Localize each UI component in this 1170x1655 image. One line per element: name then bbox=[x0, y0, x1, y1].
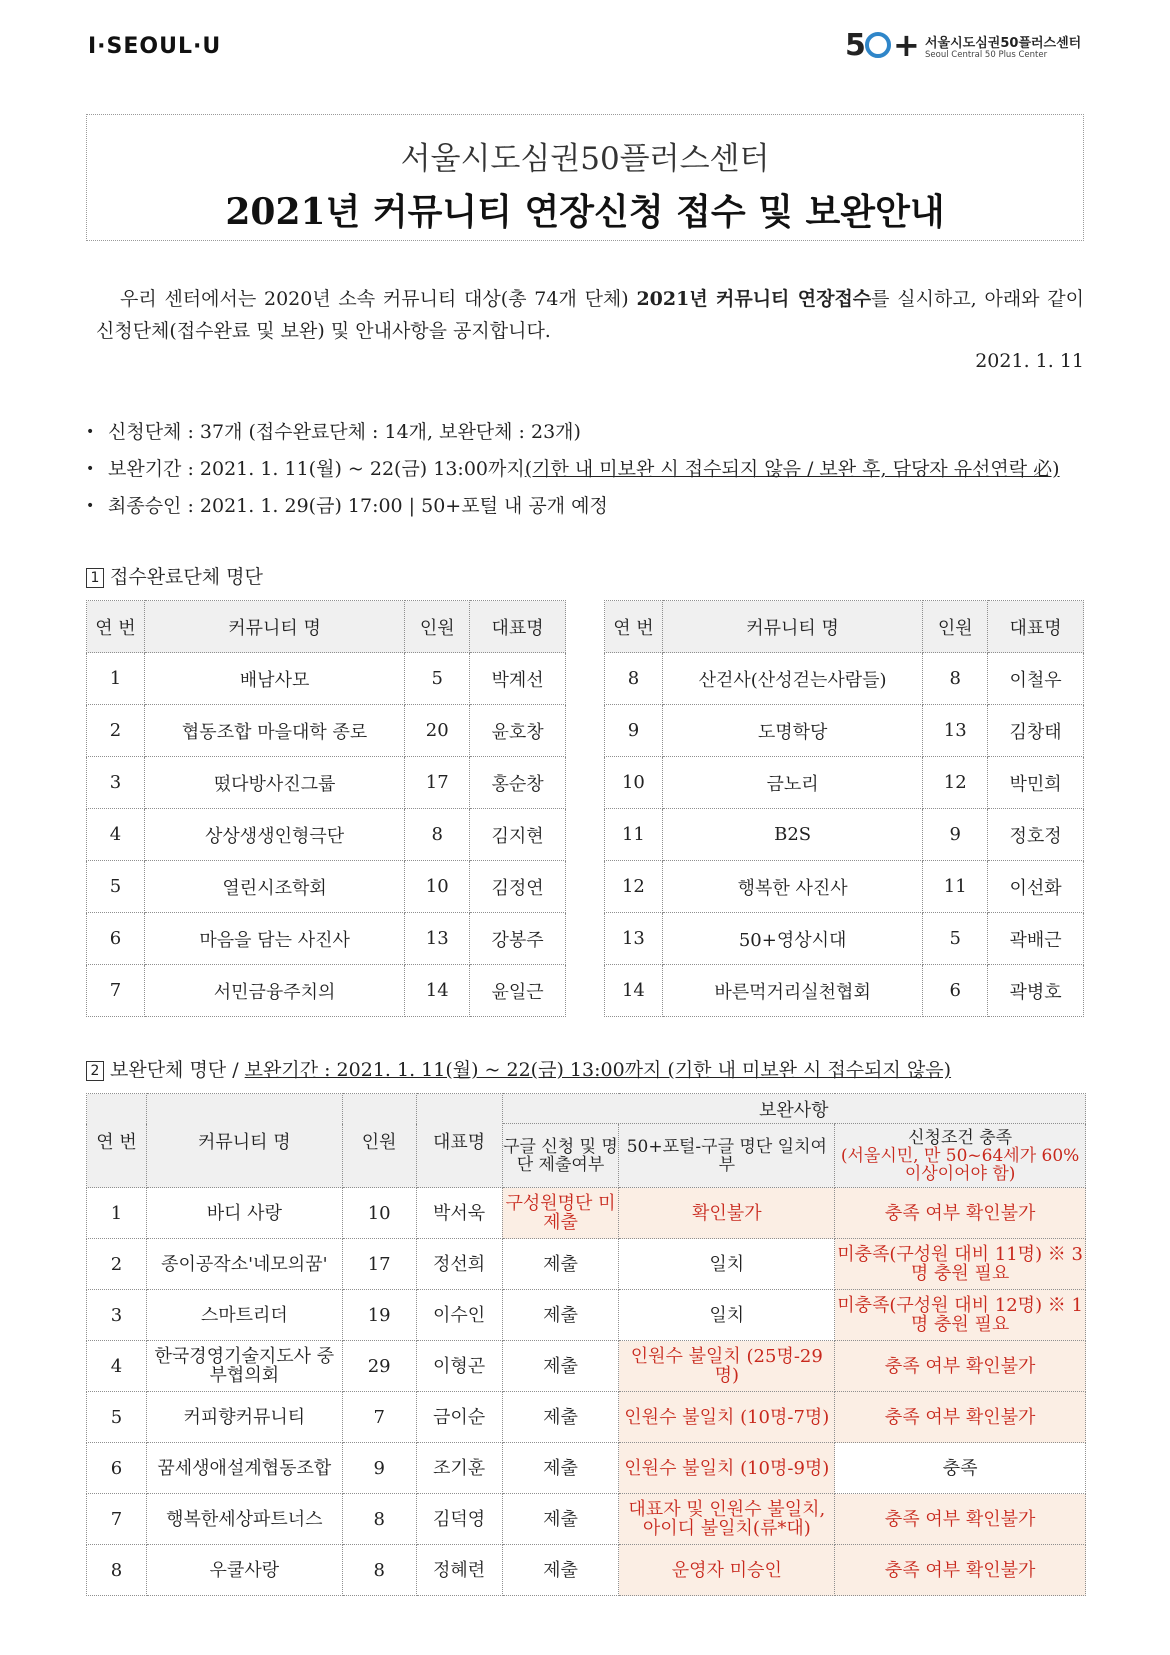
cell-no: 10 bbox=[605, 757, 663, 809]
cell-members: 8 bbox=[342, 1494, 416, 1545]
cell-community-name: 바른먹거리실천협회 bbox=[662, 965, 922, 1017]
cell-members: 6 bbox=[923, 965, 988, 1017]
cell-members: 9 bbox=[342, 1443, 416, 1494]
bullet-text: 보완기간 : 2021. 1. 11(월) ~ 22(금) 13:00까지 bbox=[108, 458, 525, 480]
cell-no: 7 bbox=[87, 965, 145, 1017]
cell-community-name: 산걷사(산성걷는사람들) bbox=[662, 653, 922, 705]
section2-title bbox=[86, 1055, 951, 1082]
intro-text-2: 를 실시하고, 아래와 같이 신청단체(접수완료 및 보완) 및 안내사항을 공지합니다. bbox=[96, 288, 1084, 342]
title-box bbox=[86, 114, 1084, 241]
cell-community-name: 떴다방사진그룹 bbox=[144, 757, 404, 809]
cell-representative: 조기훈 bbox=[416, 1443, 502, 1494]
col-header-members: 인원 bbox=[405, 601, 470, 653]
completed-table-left bbox=[86, 600, 566, 1017]
logo-name-kr: 서울시도심권50플러스센터 bbox=[925, 36, 1082, 51]
cell-members: 29 bbox=[342, 1341, 416, 1392]
table-row bbox=[87, 757, 566, 809]
table-row bbox=[87, 861, 566, 913]
cell-condition: 충족 여부 확인불가 bbox=[835, 1341, 1086, 1392]
cell-community-name: 바디 사랑 bbox=[146, 1188, 342, 1239]
section1-number: 1 bbox=[86, 568, 104, 588]
col-header-members: 인원 bbox=[342, 1094, 416, 1188]
logo-name-en: Seoul Central 50 Plus Center bbox=[925, 50, 1048, 60]
cell-representative: 강봉주 bbox=[470, 913, 566, 965]
cell-no: 7 bbox=[87, 1494, 147, 1545]
cell-community-name: 금노리 bbox=[662, 757, 922, 809]
table-row bbox=[605, 965, 1084, 1017]
cell-representative: 이수인 bbox=[416, 1290, 502, 1341]
bullet-period bbox=[86, 451, 1060, 488]
cell-list-match: 인원수 불일치 (10명-9명) bbox=[619, 1443, 835, 1494]
cell-community-name: 서민금융주치의 bbox=[144, 965, 404, 1017]
cell-community-name: 행복한세상파트너스 bbox=[146, 1494, 342, 1545]
iseoulu-logo: I·SEOUL·U bbox=[88, 34, 222, 59]
cell-representative: 이철우 bbox=[988, 653, 1084, 705]
cell-members: 7 bbox=[342, 1392, 416, 1443]
cell-members: 8 bbox=[405, 809, 470, 861]
cell-no: 8 bbox=[87, 1545, 147, 1596]
cell-no: 8 bbox=[605, 653, 663, 705]
table-row bbox=[87, 965, 566, 1017]
cell-members: 20 bbox=[405, 705, 470, 757]
cell-no: 5 bbox=[87, 861, 145, 913]
cell-list-match: 인원수 불일치 (10명-7명) bbox=[619, 1392, 835, 1443]
col-header-no: 연 번 bbox=[605, 601, 663, 653]
col-header-condition bbox=[835, 1124, 1086, 1188]
cell-community-name: 50+영상시대 bbox=[662, 913, 922, 965]
table-row bbox=[87, 705, 566, 757]
table-row bbox=[87, 1290, 1086, 1341]
cell-list-match: 확인불가 bbox=[619, 1188, 835, 1239]
col-header-google-submit: 구글 신청 및 명단 제출여부 bbox=[502, 1124, 619, 1188]
col-header-name: 커뮤니티 명 bbox=[662, 601, 922, 653]
table-row bbox=[87, 1392, 1086, 1443]
notice-date: 2021. 1. 11 bbox=[975, 350, 1084, 372]
cell-representative: 정혜련 bbox=[416, 1545, 502, 1596]
cell-representative: 박민희 bbox=[988, 757, 1084, 809]
condition-header-note: (서울시민, 만 50~64세가 60% 이상이어야 함) bbox=[840, 1145, 1080, 1184]
cell-representative: 박서욱 bbox=[416, 1188, 502, 1239]
cell-members: 17 bbox=[342, 1239, 416, 1290]
cell-condition: 미충족(구성원 대비 12명) ※ 1명 충원 필요 bbox=[835, 1290, 1086, 1341]
cell-community-name: 배남사모 bbox=[144, 653, 404, 705]
col-header-no: 연 번 bbox=[87, 1094, 147, 1188]
cell-list-match: 인원수 불일치 (25명-29명) bbox=[619, 1341, 835, 1392]
bullet-approval bbox=[86, 488, 1060, 525]
cell-members: 8 bbox=[342, 1545, 416, 1596]
cell-condition: 충족 여부 확인불가 bbox=[835, 1188, 1086, 1239]
cell-members: 8 bbox=[923, 653, 988, 705]
cell-no: 13 bbox=[605, 913, 663, 965]
cell-condition: 충족 여부 확인불가 bbox=[835, 1392, 1086, 1443]
cell-community-name: B2S bbox=[662, 809, 922, 861]
cell-representative: 김지현 bbox=[470, 809, 566, 861]
table-row bbox=[87, 1545, 1086, 1596]
cell-members: 12 bbox=[923, 757, 988, 809]
col-header-rep: 대표명 bbox=[988, 601, 1084, 653]
col-header-list-match: 50+포털-구글 명단 일치여부 bbox=[619, 1124, 835, 1188]
cell-no: 9 bbox=[605, 705, 663, 757]
cell-members: 14 bbox=[405, 965, 470, 1017]
cell-no: 4 bbox=[87, 809, 145, 861]
table-row bbox=[87, 1443, 1086, 1494]
cell-representative: 이선화 bbox=[988, 861, 1084, 913]
cell-condition: 충족 여부 확인불가 bbox=[835, 1494, 1086, 1545]
cell-community-name: 종이공작소'네모의꿈' bbox=[146, 1239, 342, 1290]
col-header-name: 커뮤니티 명 bbox=[144, 601, 404, 653]
logo-plus: + bbox=[893, 26, 920, 64]
table-row bbox=[87, 809, 566, 861]
cell-members: 5 bbox=[923, 913, 988, 965]
cell-condition: 미충족(구성원 대비 11명) ※ 3명 충원 필요 bbox=[835, 1239, 1086, 1290]
cell-condition: 충족 bbox=[835, 1443, 1086, 1494]
cell-google-submit: 제출 bbox=[502, 1443, 619, 1494]
completed-table-right bbox=[604, 600, 1084, 1017]
cell-members: 11 bbox=[923, 861, 988, 913]
cell-community-name: 행복한 사진사 bbox=[662, 861, 922, 913]
cell-community-name: 열린시조학회 bbox=[144, 861, 404, 913]
table-row bbox=[605, 861, 1084, 913]
cell-representative: 이형곤 bbox=[416, 1341, 502, 1392]
bullet-text: 신청단체 : 37개 (접수완료단체 : 14개, 보완단체 : 23개) bbox=[108, 421, 581, 443]
cell-no: 2 bbox=[87, 705, 145, 757]
cell-list-match: 일치 bbox=[619, 1290, 835, 1341]
cell-representative: 정선희 bbox=[416, 1239, 502, 1290]
cell-google-submit: 제출 bbox=[502, 1341, 619, 1392]
cell-representative: 곽배근 bbox=[988, 913, 1084, 965]
cell-community-name: 도명학당 bbox=[662, 705, 922, 757]
bullet-text: 최종승인 : 2021. 1. 29(금) 17:00 | 50+포털 내 공개 예정 bbox=[108, 495, 608, 517]
cell-no: 3 bbox=[87, 757, 145, 809]
cell-community-name: 우쿨사랑 bbox=[146, 1545, 342, 1596]
table-row bbox=[87, 653, 566, 705]
cell-no: 5 bbox=[87, 1392, 147, 1443]
cell-representative: 금이순 bbox=[416, 1392, 502, 1443]
cell-community-name: 마음을 담는 사진사 bbox=[144, 913, 404, 965]
cell-no: 1 bbox=[87, 1188, 147, 1239]
cell-google-submit: 제출 bbox=[502, 1290, 619, 1341]
table-row bbox=[87, 1188, 1086, 1239]
bullet-list bbox=[86, 414, 1060, 525]
cell-no: 4 bbox=[87, 1341, 147, 1392]
cell-members: 13 bbox=[405, 913, 470, 965]
table-row bbox=[605, 913, 1084, 965]
cell-no: 1 bbox=[87, 653, 145, 705]
cell-google-submit: 제출 bbox=[502, 1545, 619, 1596]
table-row bbox=[87, 1239, 1086, 1290]
cell-representative: 윤일근 bbox=[470, 965, 566, 1017]
col-header-supplement-group: 보완사항 bbox=[502, 1094, 1085, 1124]
cell-no: 14 bbox=[605, 965, 663, 1017]
cell-no: 11 bbox=[605, 809, 663, 861]
cell-list-match: 일치 bbox=[619, 1239, 835, 1290]
cell-list-match: 운영자 미승인 bbox=[619, 1545, 835, 1596]
section2-title-text: 보완단체 명단 / bbox=[110, 1059, 245, 1081]
cell-community-name: 커피향커뮤니티 bbox=[146, 1392, 342, 1443]
table-row bbox=[87, 1341, 1086, 1392]
seoul-50plus-logo bbox=[845, 28, 1095, 68]
intro-text-1: 우리 센터에서는 2020년 소속 커뮤니티 대상(총 74개 단체) bbox=[120, 288, 637, 310]
section2-number: 2 bbox=[86, 1061, 104, 1081]
cell-representative: 김덕영 bbox=[416, 1494, 502, 1545]
cell-google-submit: 제출 bbox=[502, 1494, 619, 1545]
logo-ring-icon bbox=[865, 32, 891, 58]
table-row bbox=[605, 809, 1084, 861]
col-header-rep: 대표명 bbox=[470, 601, 566, 653]
cell-community-name: 스마트리더 bbox=[146, 1290, 342, 1341]
cell-community-name: 상상생생인형극단 bbox=[144, 809, 404, 861]
logo-number: 5 bbox=[845, 28, 866, 63]
table-row bbox=[605, 757, 1084, 809]
cell-google-submit: 제출 bbox=[502, 1392, 619, 1443]
table-row bbox=[87, 913, 566, 965]
page-title: 2021년 커뮤니티 연장신청 접수 및 보완안내 bbox=[225, 191, 945, 233]
col-header-name: 커뮤니티 명 bbox=[146, 1094, 342, 1188]
cell-members: 10 bbox=[342, 1188, 416, 1239]
cell-condition: 충족 여부 확인불가 bbox=[835, 1545, 1086, 1596]
cell-representative: 곽병호 bbox=[988, 965, 1084, 1017]
cell-members: 13 bbox=[923, 705, 988, 757]
col-header-members: 인원 bbox=[923, 601, 988, 653]
cell-no: 6 bbox=[87, 1443, 147, 1494]
cell-google-submit: 제출 bbox=[502, 1239, 619, 1290]
cell-community-name: 협동조합 마을대학 종로 bbox=[144, 705, 404, 757]
condition-header-title: 신청조건 충족 bbox=[908, 1127, 1013, 1148]
bullet-icon: • bbox=[86, 461, 95, 477]
table-row bbox=[605, 705, 1084, 757]
supplement-table bbox=[86, 1093, 1086, 1596]
cell-representative: 정호정 bbox=[988, 809, 1084, 861]
cell-members: 17 bbox=[405, 757, 470, 809]
bullet-icon: • bbox=[86, 498, 95, 514]
cell-representative: 김창태 bbox=[988, 705, 1084, 757]
col-header-rep: 대표명 bbox=[416, 1094, 502, 1188]
col-header-no: 연 번 bbox=[87, 601, 145, 653]
table-row bbox=[605, 653, 1084, 705]
cell-representative: 박계선 bbox=[470, 653, 566, 705]
section1-title bbox=[86, 562, 263, 589]
cell-members: 19 bbox=[342, 1290, 416, 1341]
section2-period: 보완기간 : 2021. 1. 11(월) ~ 22(금) 13:00까지 (기한 내 미보완 시 접수되지 않음) bbox=[244, 1059, 952, 1081]
cell-community-name: 한국경영기술지도사 중부협의회 bbox=[146, 1341, 342, 1392]
intro-paragraph bbox=[96, 283, 1084, 347]
cell-no: 6 bbox=[87, 913, 145, 965]
cell-list-match: 대표자 및 인원수 불일치, 아이디 불일치(류*대) bbox=[619, 1494, 835, 1545]
cell-representative: 윤호창 bbox=[470, 705, 566, 757]
cell-members: 10 bbox=[405, 861, 470, 913]
cell-representative: 홍순창 bbox=[470, 757, 566, 809]
cell-google-submit: 구성원명단 미제출 bbox=[502, 1188, 619, 1239]
cell-representative: 김정연 bbox=[470, 861, 566, 913]
intro-bold: 2021년 커뮤니티 연장접수 bbox=[636, 288, 872, 310]
cell-no: 2 bbox=[87, 1239, 147, 1290]
bullet-icon: • bbox=[86, 424, 95, 440]
section1-title-text: 접수완료단체 명단 bbox=[110, 566, 263, 588]
cell-community-name: 꿈세생애설계협동조합 bbox=[146, 1443, 342, 1494]
title-center-name: 서울시도심권50플러스센터 bbox=[400, 141, 770, 177]
cell-members: 5 bbox=[405, 653, 470, 705]
bullet-underlined-note: (기한 내 미보완 시 접수되지 않음 / 보완 후, 담당자 유선연락 必) bbox=[524, 458, 1060, 480]
cell-no: 3 bbox=[87, 1290, 147, 1341]
table-row bbox=[87, 1494, 1086, 1545]
cell-no: 12 bbox=[605, 861, 663, 913]
cell-members: 9 bbox=[923, 809, 988, 861]
bullet-applicants bbox=[86, 414, 1060, 451]
